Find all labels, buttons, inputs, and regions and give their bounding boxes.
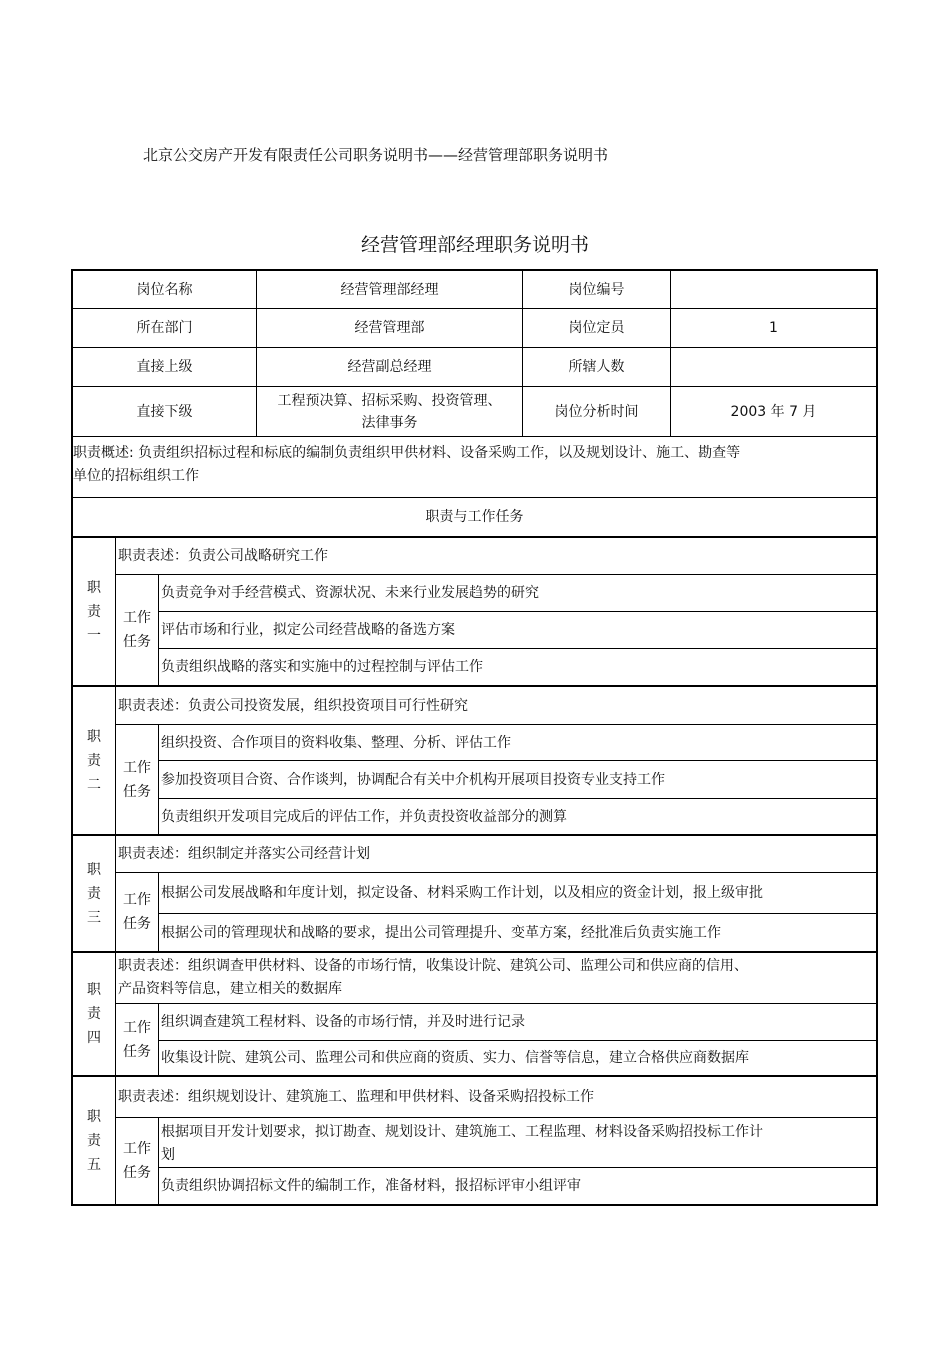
task-label-line-1: 工作 [123, 1141, 151, 1157]
duty-5-task-1-line-1: 根据项目开发计划要求，拟订勘查、规划设计、建筑施工、工程监理、材料设备采购招投标工作计 [161, 1124, 763, 1140]
task-label-line-1: 工作 [123, 1019, 151, 1036]
task-label-line-2: 任务 [123, 1165, 151, 1181]
duty-5-task-label [116, 1118, 158, 1204]
duty-3-label-char: 责 [87, 885, 101, 902]
direct-subordinates-line-2: 法律事务 [361, 414, 418, 431]
duty-4-label [73, 953, 115, 1075]
section-title: 职责与工作任务 [425, 509, 524, 525]
duty-1-label-char: 职 [87, 579, 101, 596]
duty-1-label [73, 538, 115, 685]
task-label-line-2: 任务 [123, 916, 151, 932]
task-label-line-1: 工作 [123, 610, 151, 626]
duty-2-label-char: 责 [87, 752, 101, 769]
duty-2-task-2: 参加投资项目合资、合作谈判，协调配合有关中介机构开展项目投资专业支持工作 [161, 771, 665, 788]
direct-superior-label: 直接上级 [136, 359, 193, 375]
duty-5-label [73, 1077, 115, 1204]
duty-4-statement-line-2: 产品资料等信息，建立相关的数据库 [118, 981, 342, 997]
duty-5-statement: 职责表述：组织规划设计、建筑施工、监理和甲供材料、设备采购招投标工作 [118, 1089, 594, 1105]
duty-5-task-1 [161, 1121, 875, 1167]
task-label-line-2: 任务 [123, 1043, 151, 1060]
duty-summary [73, 442, 873, 488]
document-title: 经营管理部经理职务说明书 [360, 234, 589, 256]
duty-4-task-1: 组织调查建筑工程材料、设备的市场行情，并及时进行记录 [161, 1014, 525, 1030]
duty-5-task-1-line-2: 划 [161, 1147, 175, 1163]
duty-3-label-char: 职 [87, 861, 101, 878]
position-name-value: 经营管理部经理 [340, 281, 439, 298]
duty-2-label [73, 687, 115, 834]
direct-subordinates-label: 直接下级 [136, 403, 193, 420]
task-label-line-1: 工作 [123, 759, 151, 776]
subordinates-count-value [671, 348, 876, 386]
direct-subordinates-value [257, 387, 522, 436]
duty-2-task-label [116, 725, 158, 834]
document-header: 北京公交房产开发有限责任公司职务说明书——经营管理部职务说明书 [143, 146, 609, 164]
duty-1-label-char: 责 [87, 603, 101, 620]
duty-3-label [73, 836, 115, 951]
duty-1-task-label [116, 575, 158, 685]
duty-4-statement [118, 955, 875, 1001]
duty-2-task-1: 组织投资、合作项目的资料收集、整理、分析、评估工作 [161, 734, 511, 751]
duty-5-task-2: 负责组织协调招标文件的编制工作，准备材料，报招标评审小组评审 [161, 1178, 581, 1194]
duty-3-label-char: 三 [87, 909, 101, 926]
analysis-time-label: 岗位分析时间 [554, 403, 639, 420]
duty-2-task-3: 负责组织开发项目完成后的评估工作，并负责投资收益部分的测算 [161, 808, 567, 825]
analysis-time-value: 2003 年 7 月 [730, 403, 817, 420]
duty-1-label-char: 一 [87, 627, 101, 644]
duty-5-label-char: 职 [87, 1108, 101, 1125]
department-value: 经营管理部 [354, 320, 425, 336]
direct-subordinates-line-1: 工程预决算、招标采购、投资管理、 [277, 392, 502, 409]
department-label: 所在部门 [136, 320, 193, 336]
duty-4-label-char: 职 [87, 982, 101, 998]
duty-5-label-char: 五 [87, 1156, 101, 1173]
task-label-line-1: 工作 [123, 892, 151, 908]
duty-2-statement: 职责表述：负责公司投资发展，组织投资项目可行性研究 [118, 697, 468, 714]
duty-1-task-1: 负责竞争对手经营模式、资源状况、未来行业发展趋势的研究 [161, 585, 539, 601]
duty-4-label-char: 四 [87, 1030, 101, 1046]
duty-4-label-char: 责 [87, 1006, 101, 1022]
duty-1-statement: 职责表述：负责公司战略研究工作 [118, 548, 328, 564]
position-number-label: 岗位编号 [568, 281, 625, 298]
duty-4-task-label [116, 1004, 158, 1075]
position-name-label: 岗位名称 [136, 281, 193, 298]
duty-summary-line-2: 单位的招标组织工作 [73, 468, 199, 484]
duty-3-task-label [116, 873, 158, 951]
duty-2-label-char: 职 [87, 728, 101, 745]
direct-superior-value: 经营副总经理 [347, 359, 432, 375]
task-label-line-2: 任务 [123, 783, 151, 800]
duty-3-task-1: 根据公司发展战略和年度计划，拟定设备、材料采购工作计划，以及相应的资金计划，报上级审批 [161, 885, 763, 901]
task-label-line-2: 任务 [123, 634, 151, 650]
position-number-value [671, 271, 876, 308]
duty-3-statement: 职责表述：组织制定并落实公司经营计划 [118, 846, 370, 862]
duty-1-task-2: 评估市场和行业，拟定公司经营战略的备选方案 [161, 622, 455, 638]
duty-1-task-3: 负责组织战略的落实和实施中的过程控制与评估工作 [161, 659, 483, 675]
duty-summary-line-1: 职责概述: 负责组织招标过程和标底的编制负责组织甲供材料、设备采购工作，以及规划设计、施工、勘查等 [73, 445, 741, 461]
duty-4-task-2: 收集设计院、建筑公司、监理公司和供应商的资质、实力、信誉等信息，建立合格供应商数据库 [161, 1050, 749, 1066]
subordinates-count-label: 所辖人数 [568, 359, 625, 375]
headcount-value: 1 [769, 320, 778, 336]
headcount-label: 岗位定员 [568, 320, 625, 336]
duty-3-task-2: 根据公司的管理现状和战略的要求，提出公司管理提升、变革方案，经批准后负责实施工作 [161, 924, 721, 941]
duty-2-label-char: 二 [87, 776, 101, 793]
duty-5-label-char: 责 [87, 1132, 101, 1149]
duty-4-statement-line-1: 职责表述：组织调查甲供材料、设备的市场行情，收集设计院、建筑公司、监理公司和供应商的信用、 [118, 958, 748, 974]
